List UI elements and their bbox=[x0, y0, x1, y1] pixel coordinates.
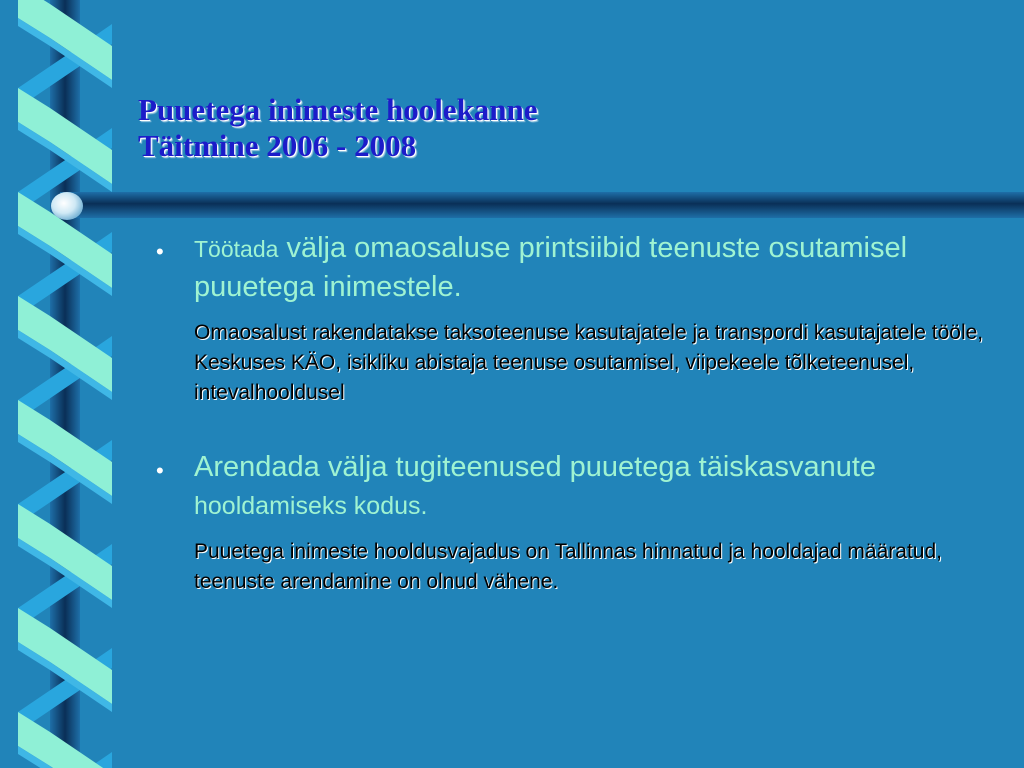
bullet-2-detail: Puuetega inimeste hooldusvajadus on Tallinnas hinnatud ja hooldajad määratud, teenuste arendamine on olnud vähene. bbox=[194, 540, 942, 593]
title-line-2: Täitmine 2006 - 2008 bbox=[138, 128, 417, 163]
bullet-2-tail: hooldamiseks kodus. bbox=[194, 492, 428, 520]
bullet-1-text: välja omaosaluse printsiibid teenuste osutamisel puuetega inimestele. bbox=[194, 232, 908, 303]
bullet-item-2 bbox=[148, 448, 1008, 525]
bullet-dot-icon: • bbox=[156, 458, 164, 483]
orb-highlight bbox=[51, 192, 83, 220]
slide-title bbox=[138, 92, 538, 164]
title-line-1: Puuetega inimeste hoolekanne bbox=[138, 92, 538, 127]
bullet-1-lead: Töötada bbox=[194, 236, 279, 262]
bullet-2-text: Arendada välja tugiteenused puuetega täiskasvanute bbox=[194, 451, 877, 483]
slide-content bbox=[148, 229, 1008, 597]
bullet-item-1 bbox=[148, 229, 1008, 306]
bullet-1-detail: Omaosalust rakendatakse taksoteenuse kasutajatele ja transpordi kasutajatele tööle, Keskuses KÄO, isikliku abistaja teenuse osutamisel, viipekeele tõlketeenusel, intevalhooldusel bbox=[194, 321, 984, 404]
bullet-dot-icon: • bbox=[156, 239, 164, 264]
